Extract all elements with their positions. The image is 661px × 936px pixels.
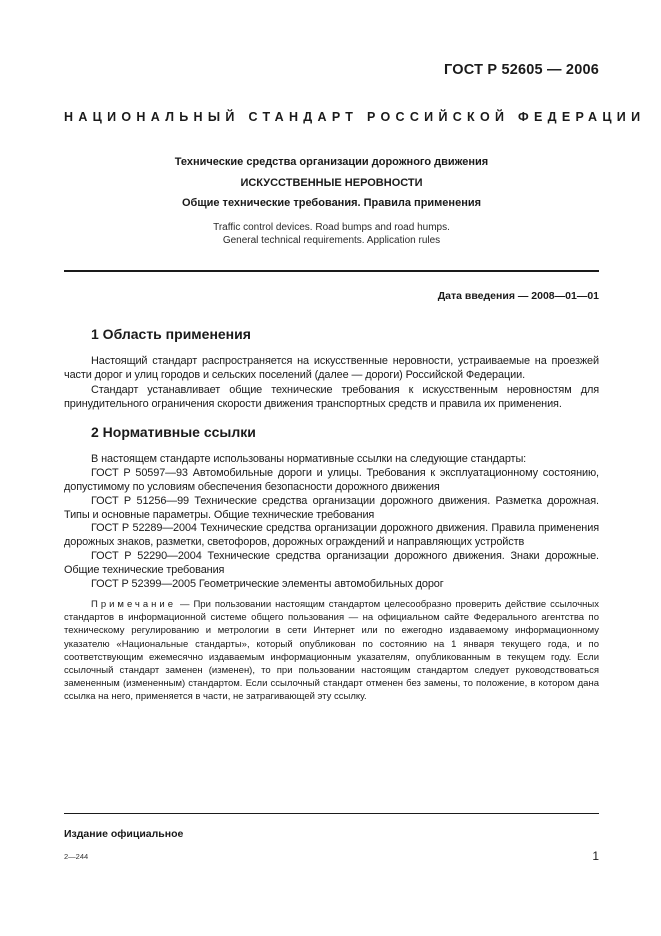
national-standard-banner: НАЦИОНАЛЬНЫЙ СТАНДАРТ РОССИЙСКОЙ ФЕДЕРАЦИИ (64, 110, 646, 124)
introduction-date: Дата введения — 2008—01—01 (437, 290, 599, 302)
references-intro: В настоящем стандарте использованы нормативные ссылки на следующие стандарты: (91, 453, 527, 465)
note-text: — При пользовании настоящим стандартом целесообразно проверить действие ссылочных стандартов в информационной системе общего пользования — на официальном сайте Федерального агентства по техническому регулированию и метрологии в сети Интернет или по ежегодно издаваемому информационному указателю «Национальные стандарты», который опубликован по состоянию на 1 января текущего года, и по соответствующим ежемесячно издаваемым информационным указателям, опубликованным в текущем году. Если ссылочный стандарт заменен (изменен), то при пользовании настоящим стандартом следует руководствоваться замененным (измененным) стандартом. Если ссылочный стандарт отменен без замены, то положение, в котором дана ссылка на него, применяется в части, не затрагивающей эту ссылку. (64, 599, 599, 703)
edition-label: Издание официальное (64, 828, 184, 840)
scope-paragraph-1: Настоящий стандарт распространяется на искусственные неровности, устраиваемые на проезжей части дорог и улиц городов и сельских поселений (далее — дороги) Российской Федерации. (64, 355, 599, 382)
title-en-line-1: Traffic control devices. Road bumps and road humps. (213, 222, 450, 233)
title-line-1: Технические средства организации дорожного движения (174, 156, 489, 168)
footer-divider (64, 813, 599, 814)
reference-item: ГОСТ Р 50597—93 Автомобильные дороги и улицы. Требования к эксплуатационному состоянию, допустимому по условиям обеспечения безопасности дорожного движения (64, 467, 599, 494)
title-block (64, 155, 599, 247)
note-label: Примечание (91, 599, 176, 610)
title-line-2: ИСКУССТВЕННЫЕ НЕРОВНОСТИ (240, 177, 423, 189)
section-heading-references: 2 Нормативные ссылки (91, 424, 256, 440)
page-number: 1 (592, 849, 599, 863)
divider (64, 270, 599, 272)
title-en-line-2: General technical requirements. Application rules (222, 235, 441, 246)
reference-item: ГОСТ Р 51256—99 Технические средства организации дорожного движения. Разметка дорожная. Типы и основные параметры. Общие технические требования (64, 495, 599, 522)
scope-paragraph-2: Стандарт устанавливает общие технические требования к искусственным неровностям для принудительного ограничения скорости движения транспортных средств и правила их применения. (64, 384, 599, 411)
print-code: 2—244 (64, 852, 89, 861)
reference-item: ГОСТ Р 52399—2005 Геометрические элементы автомобильных дорог (91, 578, 444, 590)
document-number: ГОСТ Р 52605 — 2006 (444, 62, 599, 78)
note-paragraph (64, 598, 599, 704)
section-heading-scope: 1 Область применения (91, 326, 251, 342)
reference-item: ГОСТ Р 52290—2004 Технические средства организации дорожного движения. Знаки дорожные. Общие технические требования (64, 550, 599, 577)
title-line-3: Общие технические требования. Правила применения (181, 197, 482, 209)
reference-item: ГОСТ Р 52289—2004 Технические средства организации дорожного движения. Правила применения дорожных знаков, разметки, светофоров, дорожных ограждений и направляющих устройств (64, 522, 599, 549)
